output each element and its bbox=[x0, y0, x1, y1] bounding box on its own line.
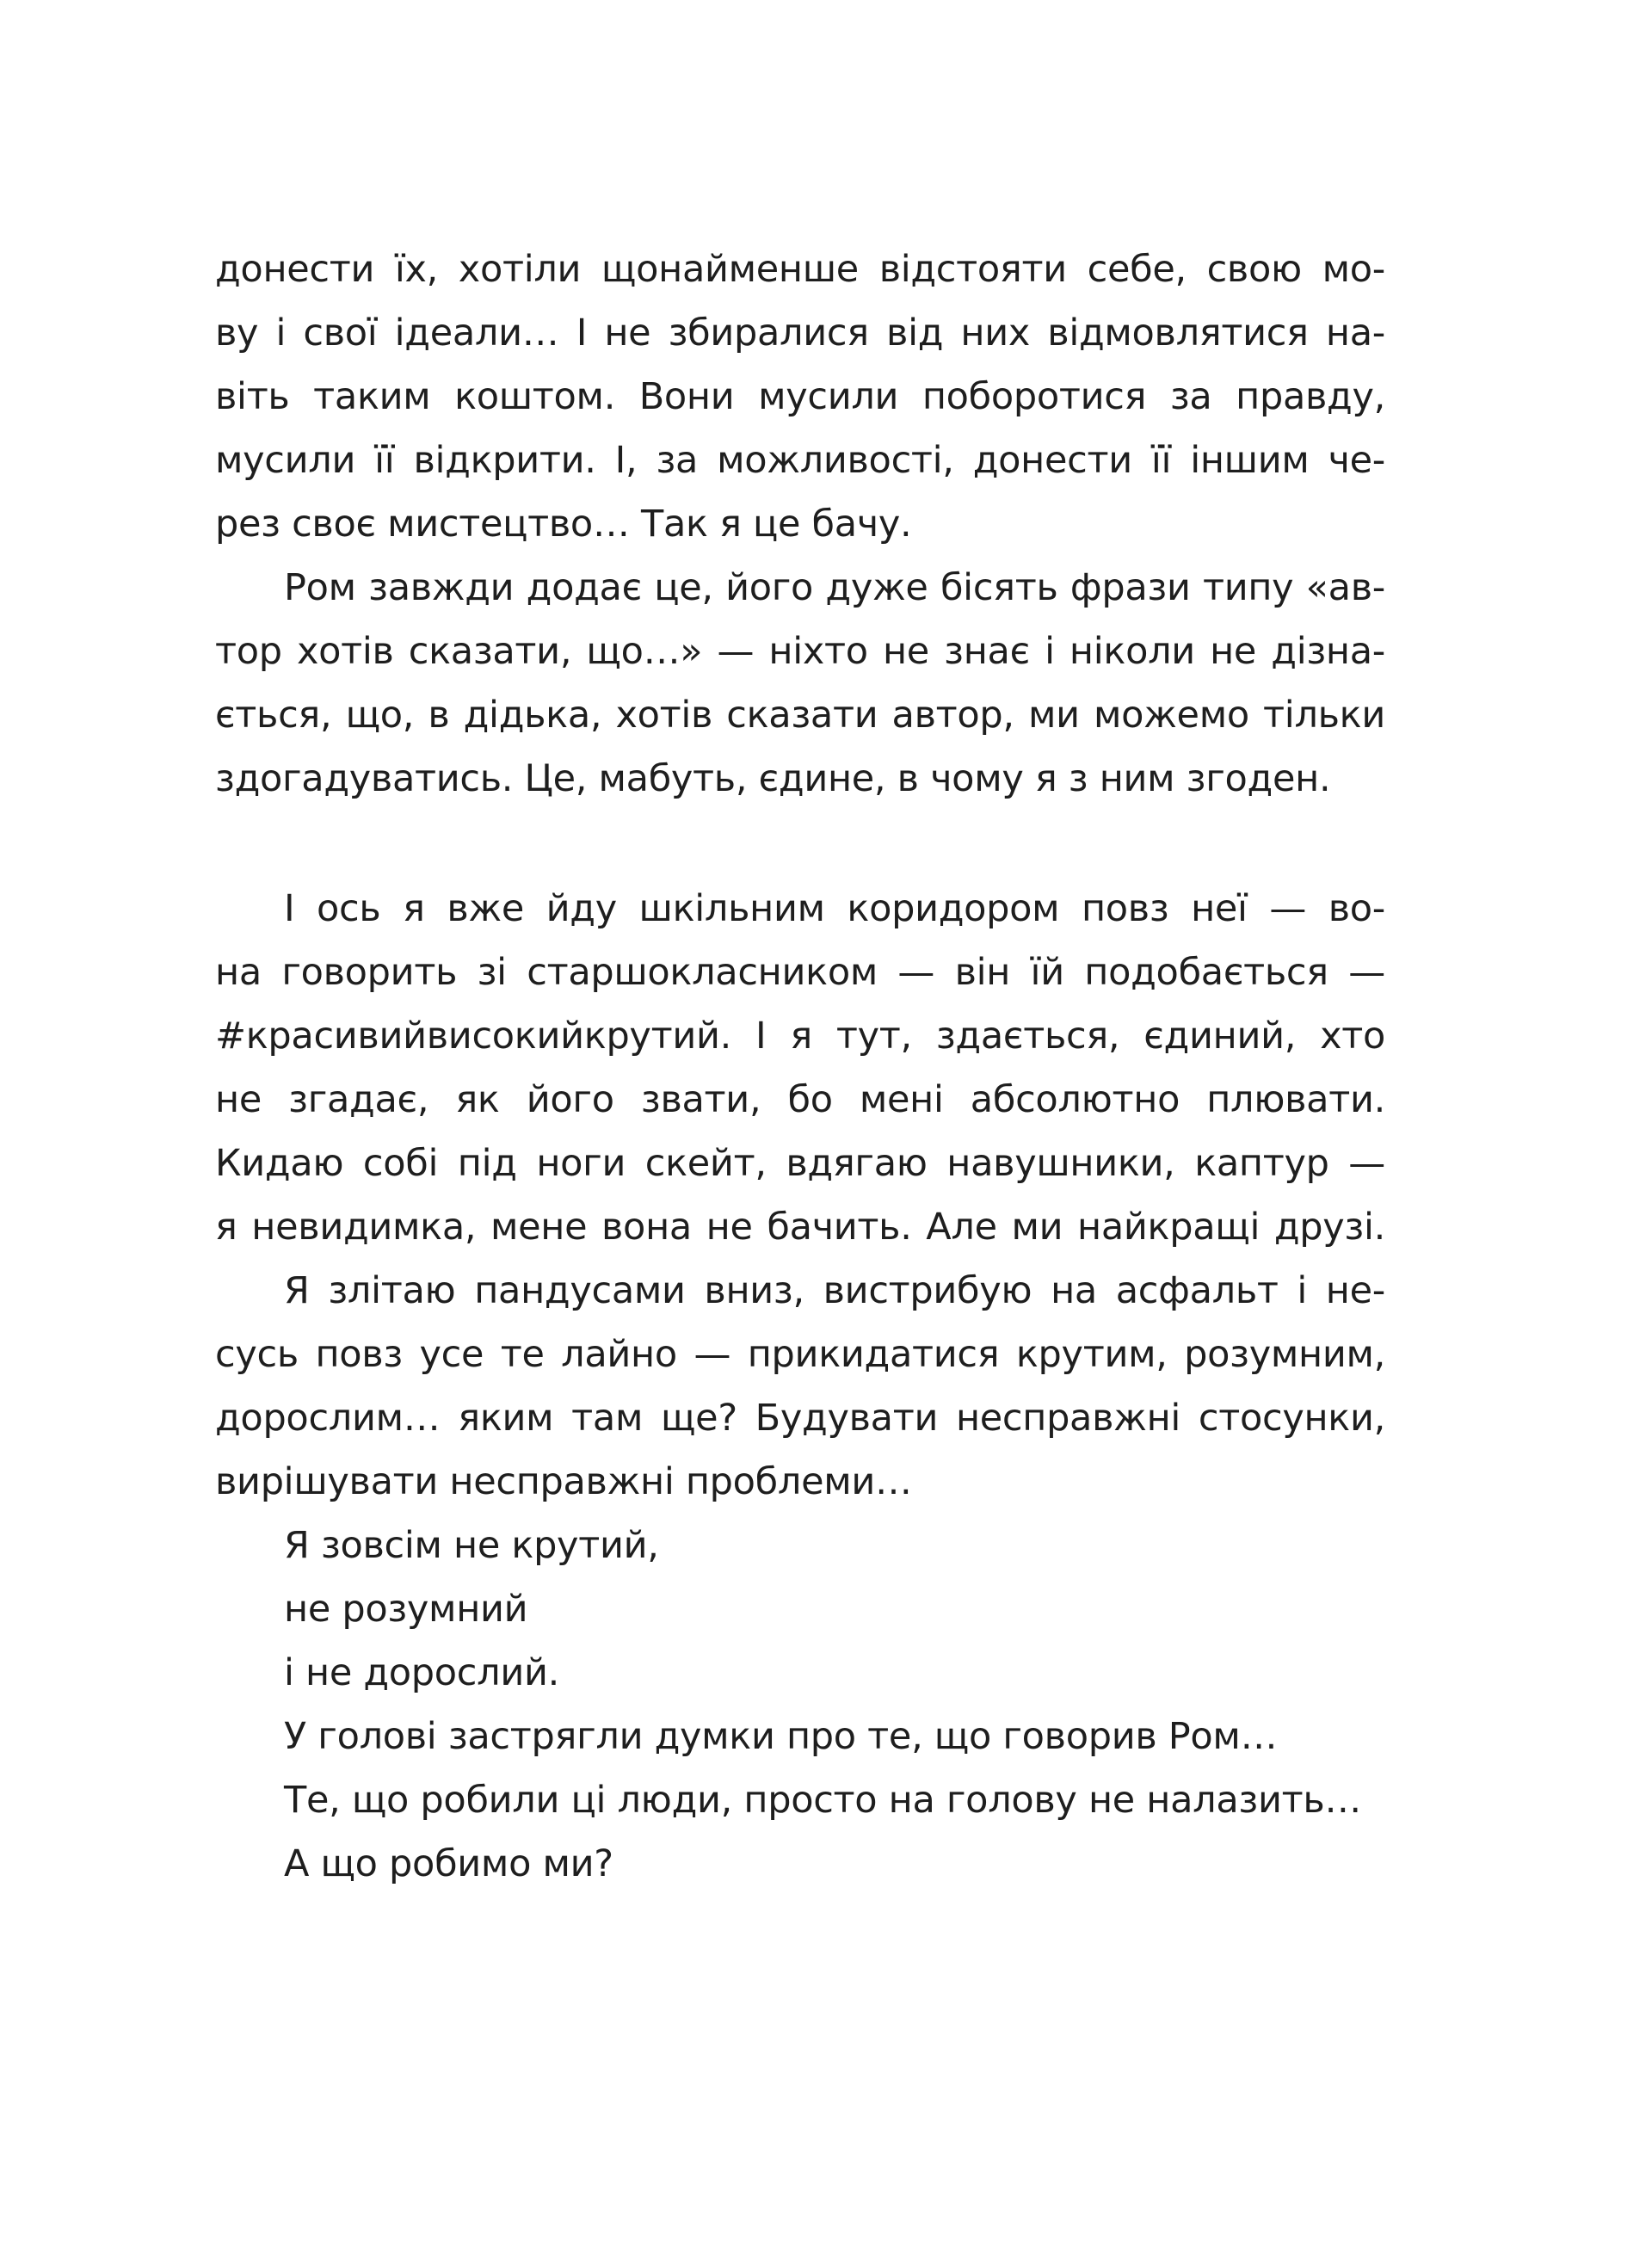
text-line: Я злітаю пандусами вниз, вистрибую на асфальт і не- bbox=[284, 1269, 1385, 1312]
text-line: на говорить зі старшокласником — він їй подобається — bbox=[215, 951, 1385, 994]
text-line: не згадає, як його звати, бо мені абсолютно плювати. bbox=[215, 1078, 1385, 1121]
text-line: Те, що робили ці люди, просто на голову не налазить… bbox=[284, 1779, 1362, 1822]
text-line: Ром завжди додає це, його дуже бісять фрази типу «ав- bbox=[284, 566, 1385, 609]
text-line: віть таким коштом. Вони мусили поборотися за правду, bbox=[215, 375, 1385, 418]
text-line: я невидимка, мене вона не бачить. Але ми найкращі друзі. bbox=[215, 1206, 1385, 1249]
text-line: ву і свої ідеали… І не збиралися від них відмовлятися на- bbox=[215, 312, 1385, 355]
text-line: вирішувати несправжні проблеми… bbox=[215, 1460, 912, 1503]
text-line: І ось я вже йду шкільним коридором повз неї — во- bbox=[284, 887, 1385, 930]
text-line: рез своє мистецтво… Так я це бачу. bbox=[215, 503, 912, 546]
text-line: дорослим… яким там ще? Будувати несправжні стосунки, bbox=[215, 1397, 1385, 1440]
text-line: донести їх, хотіли щонайменше відстояти себе, свою мо- bbox=[215, 248, 1385, 291]
text-line: ється, що, в дідька, хотів сказати автор, ми можемо тільки bbox=[215, 694, 1385, 737]
text-line: Кидаю собі під ноги скейт, вдягаю навушники, каптур — bbox=[215, 1142, 1385, 1185]
text-line: тор хотів сказати, що…» — ніхто не знає і ніколи не дізна- bbox=[215, 630, 1385, 673]
text-line: У голові застрягли думки про те, що говорив Ром… bbox=[284, 1715, 1278, 1758]
text-line: і не дорослий. bbox=[284, 1651, 559, 1694]
text-line: не розумний bbox=[284, 1588, 528, 1631]
text-block-1 bbox=[215, 238, 1385, 811]
text-block-2 bbox=[215, 877, 1385, 1896]
text-line: здогадуватись. Це, мабуть, єдине, в чому я з ним згоден. bbox=[215, 757, 1331, 800]
text-line: А що робимо ми? bbox=[284, 1842, 613, 1885]
text-line: #красивийвисокийкрутий. І я тут, здається, єдиний, хто bbox=[215, 1015, 1385, 1058]
text-line: сусь повз усе те лайно — прикидатися крутим, розумним, bbox=[215, 1333, 1385, 1376]
text-line: Я зовсім не крутий, bbox=[284, 1524, 659, 1567]
text-line: мусили її відкрити. І, за можливості, донести її іншим че- bbox=[215, 439, 1385, 482]
